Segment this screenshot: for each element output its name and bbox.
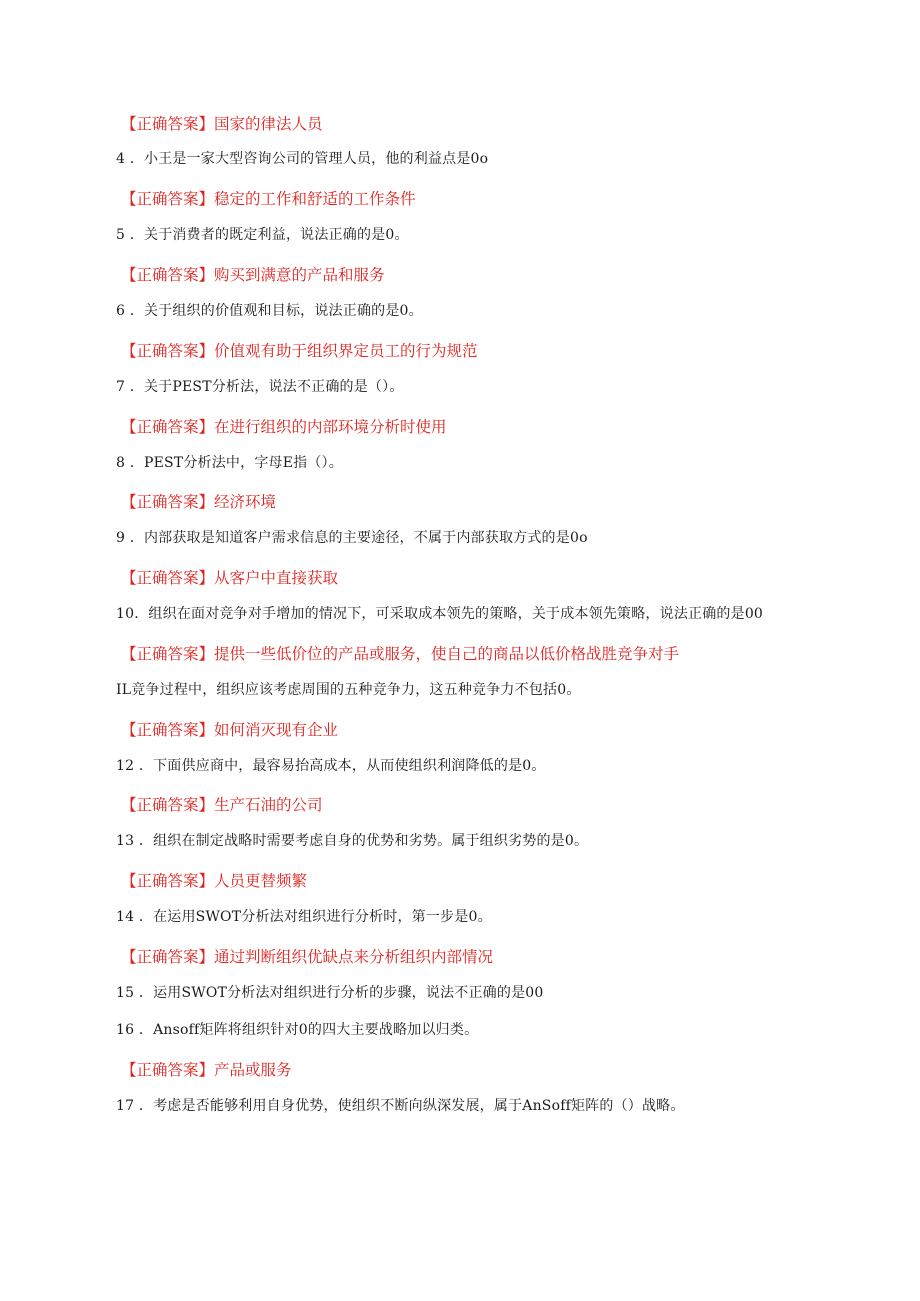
question-text: ．运用SWOT分析法对组织进行分析的步骤，说法不正确的是00 <box>134 985 544 1001</box>
question-text: ．在运用SWOT分析法对组织进行分析时，第一步是0。 <box>134 909 492 925</box>
question-number: 5 <box>116 227 126 243</box>
question-number: 6 <box>116 303 126 319</box>
answer-prefix: 【正确答案】 <box>121 190 215 208</box>
answer-line <box>121 874 307 890</box>
answer-text: 稳定的工作和舒适的工作条件 <box>214 190 416 208</box>
answer-text: 在进行组织的内部环境分析时使用 <box>214 418 447 436</box>
answer-line <box>121 798 323 814</box>
question-line <box>116 152 488 166</box>
question-text: ．小王是一家大型咨询公司的管理人员，他的利益点是0o <box>125 151 489 167</box>
question-line <box>116 1099 685 1113</box>
answer-line <box>121 571 338 587</box>
question-line <box>116 380 404 394</box>
answer-prefix: 【正确答案】 <box>121 418 215 436</box>
question-line <box>116 986 543 1000</box>
question-line <box>116 304 423 318</box>
question-number: 7 <box>116 379 126 395</box>
answer-prefix: 【正确答案】 <box>121 948 215 966</box>
answer-prefix: 【正确答案】 <box>121 721 215 739</box>
answer-text: 人员更替频繁 <box>214 872 308 890</box>
answer-line <box>121 495 276 511</box>
answer-line <box>121 647 679 663</box>
question-text: ．关于消费者的既定利益，说法正确的是0。 <box>125 227 409 243</box>
answer-text: 价值观有助于组织界定员工的行为规范 <box>214 342 478 360</box>
answer-line <box>121 268 385 284</box>
question-text: 竞争过程中，组织应该考虑周围的五种竞争力，这五种竞争力不包括0。 <box>131 682 581 698</box>
question-text: ．关于PEST分析法，说法不正确的是（）。 <box>125 379 404 395</box>
answer-prefix: 【正确答案】 <box>121 493 215 511</box>
answer-text: 经济环境 <box>214 493 277 511</box>
answer-prefix: 【正确答案】 <box>121 1061 215 1079</box>
question-number: 14 <box>116 909 135 925</box>
question-text: ．组织在面对竞争对手增加的情况下，可采取成本领先的策略，关于成本领先策略，说法正确的是00 <box>134 606 764 622</box>
answer-text: 生产石油的公司 <box>214 796 323 814</box>
question-number: 15 <box>116 985 135 1001</box>
answer-text: 提供一些低价位的产品或服务，使自己的商品以低价格战胜竞争对手 <box>214 645 680 663</box>
answer-prefix: 【正确答案】 <box>121 266 215 284</box>
question-line <box>116 1023 478 1037</box>
question-number: 13 <box>116 833 135 849</box>
answer-text: 如何消灭现有企业 <box>214 721 339 739</box>
question-number: 8 <box>116 455 126 471</box>
question-line <box>116 910 492 924</box>
question-line <box>116 531 588 545</box>
answer-line <box>121 117 323 133</box>
question-number: 16 <box>116 1022 135 1038</box>
question-text: ．考虑是否能够利用自身优势，使组织不断向纵深发展，属于AnSoff矩阵的（）战略。 <box>134 1098 685 1114</box>
answer-prefix: 【正确答案】 <box>121 645 215 663</box>
answer-line <box>121 192 416 208</box>
question-number: 9 <box>116 530 126 546</box>
answer-line <box>121 723 338 739</box>
answer-prefix: 【正确答案】 <box>121 796 215 814</box>
answer-prefix: 【正确答案】 <box>121 342 215 360</box>
answer-prefix: 【正确答案】 <box>121 872 215 890</box>
answer-line <box>121 1063 292 1079</box>
question-text: ．关于组织的价值观和目标，说法正确的是0。 <box>125 303 423 319</box>
question-number: IL <box>116 682 132 698</box>
question-text: ．Ansoff矩阵将组织针对0的四大主要战略加以归类。 <box>134 1022 479 1038</box>
answer-prefix: 【正确答案】 <box>121 569 215 587</box>
answer-text: 产品或服务 <box>214 1061 292 1079</box>
question-number: 12 <box>116 758 135 774</box>
answer-text: 从客户中直接获取 <box>214 569 339 587</box>
answer-prefix: 【正确答案】 <box>121 115 215 133</box>
answer-line <box>121 344 478 360</box>
question-line <box>116 456 343 470</box>
question-number: 10 <box>116 606 135 622</box>
question-line <box>116 228 409 242</box>
question-line <box>116 607 763 621</box>
question-text: ．下面供应商中，最容易抬高成本，从而使组织利润降低的是0。 <box>134 758 546 774</box>
question-line <box>116 683 581 697</box>
answer-text: 通过判断组织优缺点来分析组织内部情况 <box>214 948 494 966</box>
answer-text: 国家的律法人员 <box>214 115 323 133</box>
question-line <box>116 834 588 848</box>
question-number: 17 <box>116 1098 135 1114</box>
question-text: ．PEST分析法中，字母E指（）。 <box>125 455 343 471</box>
answer-line <box>121 420 447 436</box>
question-text: ．组织在制定战略时需要考虑自身的优势和劣势。属于组织劣势的是0。 <box>134 833 589 849</box>
question-number: 4 <box>116 151 126 167</box>
question-text: ．内部获取是知道客户需求信息的主要途径，不属于内部获取方式的是0o <box>125 530 588 546</box>
answer-line <box>121 950 493 966</box>
answer-text: 购买到满意的产品和服务 <box>214 266 385 284</box>
question-line <box>116 759 546 773</box>
